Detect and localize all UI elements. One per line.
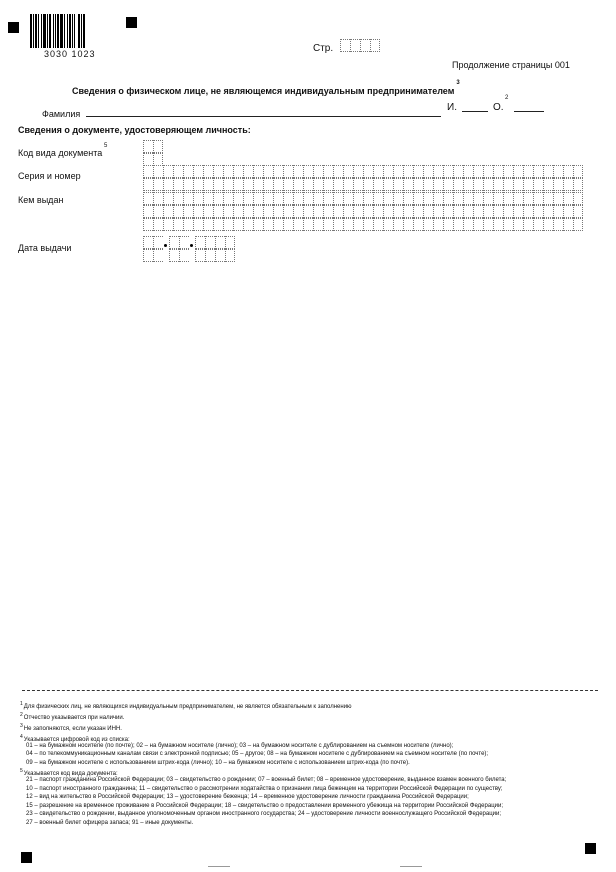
input-cell[interactable]	[163, 192, 173, 205]
input-cell[interactable]	[443, 192, 453, 205]
input-cell[interactable]	[553, 192, 563, 205]
input-cell[interactable]	[333, 205, 343, 218]
input-cell[interactable]	[233, 192, 243, 205]
footnote-line	[20, 701, 352, 711]
input-cell[interactable]	[573, 218, 583, 231]
input-cell[interactable]	[493, 192, 503, 205]
input-cell[interactable]	[523, 192, 533, 205]
footnote-line	[26, 786, 503, 793]
series-number-cells[interactable]	[143, 165, 583, 178]
input-cell[interactable]	[543, 178, 553, 191]
input-cell[interactable]	[223, 218, 233, 231]
input-cell[interactable]	[303, 165, 313, 178]
input-cell[interactable]	[453, 165, 463, 178]
footnote-text: 04 – по телекоммуникационным каналам связи с электронной подписью; 05 – другое; 08 – на бумажном носителе с дублированием на съемном носителе (по почте);	[26, 751, 489, 758]
input-cell[interactable]	[333, 178, 343, 191]
input-cell[interactable]	[543, 218, 553, 231]
input-cell[interactable]	[273, 178, 283, 191]
input-cell[interactable]	[373, 218, 383, 231]
input-cell[interactable]	[483, 178, 493, 191]
series-number-cells-row2	[143, 178, 583, 191]
input-cell[interactable]	[363, 192, 373, 205]
page-number-cells[interactable]	[340, 39, 380, 52]
input-cell[interactable]	[473, 205, 483, 218]
input-cell[interactable]	[363, 205, 373, 218]
input-cell[interactable]	[143, 192, 153, 205]
footnote-text: Для физических лиц, не являющихся индивидуальным предпринимателем, не является обязательным к заполнению	[23, 704, 352, 710]
input-cell[interactable]	[343, 178, 353, 191]
input-cell[interactable]	[523, 165, 533, 178]
input-cell[interactable]	[373, 205, 383, 218]
input-cell[interactable]	[263, 192, 273, 205]
surname-label: Фамилия	[42, 109, 81, 119]
input-cell[interactable]	[193, 165, 203, 178]
footnote-line	[26, 743, 453, 750]
input-cell[interactable]	[203, 165, 213, 178]
input-cell[interactable]	[373, 178, 383, 191]
input-cell[interactable]	[493, 218, 503, 231]
input-cell[interactable]	[273, 192, 283, 205]
input-cell[interactable]	[333, 218, 343, 231]
input-cell[interactable]	[263, 218, 273, 231]
input-cell[interactable]	[503, 192, 513, 205]
footnote-number: 2	[20, 712, 23, 718]
footnote-text: 10 – паспорт иностранного гражданина; 11 – свидетельство о рассмотрении ходатайства о признании лица беженцем на территории Российской Федерации по существу;	[26, 785, 503, 792]
input-cell[interactable]	[273, 165, 283, 178]
input-cell[interactable]	[553, 165, 563, 178]
input-cell[interactable]	[193, 218, 203, 231]
document-code-cells[interactable]	[143, 140, 163, 153]
input-cell[interactable]	[163, 165, 173, 178]
input-cell[interactable]	[153, 205, 163, 218]
input-cell[interactable]	[413, 218, 423, 231]
input-cell[interactable]	[523, 218, 533, 231]
input-cell[interactable]	[463, 192, 473, 205]
input-cell[interactable]	[433, 205, 443, 218]
issued-by-cells-row1[interactable]	[143, 192, 583, 205]
input-cell[interactable]	[483, 218, 493, 231]
input-cell[interactable]	[563, 192, 573, 205]
input-cell[interactable]	[443, 165, 453, 178]
document-code-footnote-ref: 5	[104, 143, 108, 149]
input-cell[interactable]	[473, 165, 483, 178]
continuation-label: Продолжение страницы 001	[452, 60, 570, 70]
input-cell[interactable]	[143, 218, 153, 231]
input-cell[interactable]	[223, 178, 233, 191]
footnote-text: Указывается цифровой код из списка:	[23, 737, 130, 743]
input-cell[interactable]	[183, 218, 193, 231]
date-separator-dot	[163, 236, 169, 249]
input-cell[interactable]	[263, 205, 273, 218]
input-cell[interactable]	[443, 205, 453, 218]
input-cell[interactable]	[513, 218, 523, 231]
date-separator-dot	[189, 236, 195, 249]
issued-by-label: Кем выдан	[18, 195, 64, 205]
input-cell[interactable]	[263, 165, 273, 178]
input-cell[interactable]	[213, 178, 223, 191]
patronymic-footnote-ref: 2	[505, 95, 509, 101]
footnote-line	[26, 811, 501, 818]
input-cell[interactable]	[423, 192, 433, 205]
footnote-text: 09 – на бумажном носителе с использованием штрих-кода (лично); 10 – на бумажном носителе с использованием штрих-кода (по почте).	[26, 759, 410, 766]
input-cell[interactable]	[313, 192, 323, 205]
input-cell[interactable]	[173, 205, 183, 218]
input-cell[interactable]	[533, 205, 543, 218]
surname-field[interactable]	[86, 116, 441, 117]
input-cell[interactable]	[303, 178, 313, 191]
input-cell[interactable]	[573, 178, 583, 191]
input-cell[interactable]	[533, 165, 543, 178]
input-cell[interactable]	[363, 178, 373, 191]
input-cell[interactable]	[403, 218, 413, 231]
input-cell[interactable]	[333, 192, 343, 205]
input-cell[interactable]	[353, 205, 363, 218]
input-cell[interactable]	[473, 192, 483, 205]
input-cell[interactable]	[433, 192, 443, 205]
input-cell[interactable]	[323, 192, 333, 205]
input-cell[interactable]	[363, 165, 373, 178]
footnote-text: 21 – паспорт гражданина Российской Федерации; 03 – свидетельство о рождении; 07 – военный билет; 08 – временное удостоверение, выданное взамен военного билета;	[26, 777, 507, 783]
input-cell[interactable]	[323, 218, 333, 231]
input-cell[interactable]	[163, 178, 173, 191]
input-cell[interactable]	[393, 165, 403, 178]
input-cell[interactable]	[293, 192, 303, 205]
initial-o-label: О.	[493, 102, 504, 113]
input-cell[interactable]	[453, 218, 463, 231]
input-cell[interactable]	[483, 192, 493, 205]
input-cell[interactable]	[533, 192, 543, 205]
input-cell[interactable]	[153, 218, 163, 231]
input-cell[interactable]	[493, 205, 503, 218]
input-cell[interactable]	[233, 205, 243, 218]
input-cell[interactable]	[433, 178, 443, 191]
input-cell[interactable]	[553, 178, 563, 191]
corner-marker-top-left	[8, 22, 19, 33]
input-cell[interactable]	[383, 218, 393, 231]
footnote-text: Отчество указывается при наличии.	[23, 715, 125, 721]
input-cell[interactable]	[273, 205, 283, 218]
input-cell[interactable]	[183, 165, 193, 178]
input-cell[interactable]	[253, 205, 263, 218]
footnote-text: Указывается код вида документа:	[23, 771, 118, 778]
input-cell[interactable]	[263, 178, 273, 191]
input-cell[interactable]	[323, 165, 333, 178]
document-section-heading: Сведения о документе, удостоверяющем личность:	[18, 125, 251, 135]
input-cell[interactable]	[373, 192, 383, 205]
footnote-number: 3	[20, 723, 23, 729]
input-cell[interactable]	[223, 192, 233, 205]
input-cell[interactable]	[383, 178, 393, 191]
series-number-label: Серия и номер	[18, 171, 81, 181]
footnote-text: 01 – на бумажном носителе (по почте); 02 – на бумажном носителе (лично); 03 – на бумажном носителе с дублированием на съемном носителе (лично);	[26, 742, 454, 749]
input-cell[interactable]	[553, 205, 563, 218]
input-cell[interactable]	[173, 178, 183, 191]
corner-marker-top-right	[126, 17, 137, 28]
input-cell[interactable]	[433, 218, 443, 231]
input-cell[interactable]	[393, 218, 403, 231]
input-cell[interactable]	[323, 205, 333, 218]
input-cell[interactable]	[443, 178, 453, 191]
input-cell[interactable]	[213, 205, 223, 218]
input-cell[interactable]	[573, 165, 583, 178]
input-cell[interactable]	[203, 205, 213, 218]
input-cell[interactable]	[513, 165, 523, 178]
input-cell[interactable]	[243, 165, 253, 178]
input-cell[interactable]	[283, 205, 293, 218]
input-cell[interactable]	[463, 178, 473, 191]
input-cell[interactable]	[183, 178, 193, 191]
issue-date-cells[interactable]	[143, 236, 235, 249]
input-cell[interactable]	[163, 218, 173, 231]
input-cell[interactable]	[413, 205, 423, 218]
barcode-number: 3030 1023	[44, 49, 96, 59]
footnote-line	[20, 712, 124, 722]
input-cell[interactable]	[563, 218, 573, 231]
input-cell[interactable]	[423, 205, 433, 218]
input-cell[interactable]	[403, 205, 413, 218]
input-cell[interactable]	[213, 218, 223, 231]
input-cell[interactable]	[563, 165, 573, 178]
input-cell[interactable]	[323, 178, 333, 191]
input-cell[interactable]	[333, 165, 343, 178]
issued-by-cells-row2[interactable]	[143, 205, 583, 218]
input-cell[interactable]	[173, 218, 183, 231]
input-cell[interactable]	[413, 178, 423, 191]
input-cell[interactable]	[513, 178, 523, 191]
input-cell[interactable]	[153, 165, 163, 178]
input-cell[interactable]	[453, 192, 463, 205]
input-cell[interactable]	[253, 192, 263, 205]
initial-o-field[interactable]	[514, 111, 544, 112]
input-cell[interactable]	[303, 218, 313, 231]
footnote-text: 12 – вид на жительство в Российской Федерации; 13 – удостоверение беженца; 14 – временное удостоверение личности гражданина Российской Федерации;	[26, 794, 469, 801]
input-cell[interactable]	[313, 205, 323, 218]
input-cell[interactable]	[423, 218, 433, 231]
footnote-line	[26, 794, 469, 801]
input-cell[interactable]	[163, 205, 173, 218]
input-cell[interactable]	[493, 178, 503, 191]
input-cell[interactable]	[503, 218, 513, 231]
input-cell[interactable]	[443, 218, 453, 231]
document-code-label: Код вида документа	[18, 148, 103, 158]
input-cell[interactable]	[203, 192, 213, 205]
input-cell[interactable]	[563, 205, 573, 218]
input-cell[interactable]	[413, 192, 423, 205]
footnote-number: 1	[20, 701, 23, 707]
input-cell[interactable]	[513, 192, 523, 205]
input-cell[interactable]	[243, 218, 253, 231]
input-cell[interactable]	[423, 165, 433, 178]
page-label: Стр.	[313, 43, 334, 54]
input-cell[interactable]	[403, 192, 413, 205]
input-cell[interactable]	[243, 205, 253, 218]
input-cell[interactable]	[233, 165, 243, 178]
input-cell[interactable]	[313, 178, 323, 191]
issue-date-label: Дата выдачи	[18, 243, 72, 253]
footnote-line	[26, 820, 193, 827]
input-cell[interactable]	[153, 192, 163, 205]
input-cell[interactable]	[253, 165, 263, 178]
barcode	[30, 14, 110, 48]
input-cell[interactable]	[303, 205, 313, 218]
input-cell[interactable]	[493, 165, 503, 178]
footnote-text: 15 – разрешение на временное проживание в Российской Федерации; 18 – свидетельство о предоставлении временного убежища на территории Российской Федерации;	[26, 802, 503, 809]
bottom-tick-left	[208, 866, 230, 867]
input-cell[interactable]	[363, 218, 373, 231]
input-cell[interactable]	[543, 192, 553, 205]
input-cell[interactable]	[283, 165, 293, 178]
section-title-text: Сведения о физическом лице, не являющемся индивидуальным предпринимателем	[72, 86, 455, 96]
input-cell[interactable]	[513, 205, 523, 218]
input-cell[interactable]	[473, 218, 483, 231]
input-cell[interactable]	[503, 165, 513, 178]
input-cell[interactable]	[573, 192, 583, 205]
footnote-number: 4	[20, 734, 23, 740]
input-cell[interactable]	[253, 218, 263, 231]
input-cell[interactable]	[213, 165, 223, 178]
input-cell[interactable]	[543, 165, 553, 178]
input-cell[interactable]	[343, 192, 353, 205]
input-cell[interactable]	[353, 178, 363, 191]
input-cell[interactable]	[423, 178, 433, 191]
input-cell[interactable]	[353, 218, 363, 231]
issue-date-cells-row2	[143, 249, 235, 262]
input-cell[interactable]	[353, 165, 363, 178]
input-cell[interactable]	[313, 165, 323, 178]
input-cell[interactable]	[223, 205, 233, 218]
footnote-text: Не заполняются, если указан ИНН.	[23, 726, 122, 732]
input-cell[interactable]	[293, 178, 303, 191]
input-cell[interactable]	[503, 205, 513, 218]
input-cell[interactable]	[143, 165, 153, 178]
input-cell[interactable]	[393, 205, 403, 218]
input-cell[interactable]	[173, 165, 183, 178]
corner-marker-bottom-left	[21, 852, 32, 863]
input-cell[interactable]	[533, 178, 543, 191]
input-cell[interactable]	[143, 205, 153, 218]
input-cell[interactable]	[343, 218, 353, 231]
input-cell[interactable]	[463, 165, 473, 178]
input-cell[interactable]	[193, 192, 203, 205]
title-footnote-ref: 3	[456, 80, 460, 86]
input-cell[interactable]	[173, 192, 183, 205]
footnote-text: 27 – военный билет офицера запаса; 91 – иные документы.	[26, 820, 194, 826]
input-cell[interactable]	[193, 205, 203, 218]
input-cell[interactable]	[393, 178, 403, 191]
input-cell[interactable]	[543, 205, 553, 218]
issued-by-cells-row3[interactable]	[143, 218, 583, 231]
input-cell[interactable]	[563, 178, 573, 191]
input-cell[interactable]	[283, 178, 293, 191]
input-cell[interactable]	[573, 205, 583, 218]
input-cell[interactable]	[403, 165, 413, 178]
input-cell[interactable]	[483, 205, 493, 218]
input-cell[interactable]	[303, 192, 313, 205]
footnote-separator	[22, 690, 598, 691]
footnote-line	[26, 760, 410, 767]
input-cell[interactable]	[533, 218, 543, 231]
input-cell[interactable]	[233, 218, 243, 231]
input-cell[interactable]	[273, 218, 283, 231]
input-cell[interactable]	[153, 178, 163, 191]
input-cell[interactable]	[253, 178, 263, 191]
input-cell[interactable]	[143, 178, 153, 191]
input-cell[interactable]	[473, 178, 483, 191]
input-cell[interactable]	[233, 178, 243, 191]
input-cell[interactable]	[373, 165, 383, 178]
input-cell[interactable]	[243, 178, 253, 191]
footnote-line	[20, 723, 122, 733]
input-cell[interactable]	[523, 178, 533, 191]
input-cell[interactable]	[313, 218, 323, 231]
input-cell[interactable]	[343, 165, 353, 178]
input-cell[interactable]	[283, 192, 293, 205]
footnote-number: 5	[20, 768, 23, 775]
input-cell[interactable]	[453, 205, 463, 218]
input-cell[interactable]	[203, 218, 213, 231]
input-cell[interactable]	[523, 205, 533, 218]
input-cell[interactable]	[193, 178, 203, 191]
footnote-line	[26, 777, 506, 784]
input-cell[interactable]	[503, 178, 513, 191]
input-cell[interactable]	[463, 218, 473, 231]
input-cell[interactable]	[413, 165, 423, 178]
section-title	[72, 80, 460, 96]
initial-i-field[interactable]	[462, 111, 488, 112]
input-cell[interactable]	[393, 192, 403, 205]
input-cell[interactable]	[293, 205, 303, 218]
input-cell[interactable]	[433, 165, 443, 178]
input-cell[interactable]	[283, 218, 293, 231]
input-cell[interactable]	[293, 165, 303, 178]
input-cell[interactable]	[403, 178, 413, 191]
input-cell[interactable]	[353, 192, 363, 205]
input-cell[interactable]	[553, 218, 563, 231]
footnote-text: 23 – свидетельство о рождении, выданное уполномоченным органом иностранного государства; 24 – удостоверение личности военнослужащего Российской Федерации;	[26, 811, 502, 818]
input-cell[interactable]	[293, 218, 303, 231]
input-cell[interactable]	[223, 165, 233, 178]
input-cell[interactable]	[213, 192, 223, 205]
input-cell[interactable]	[483, 165, 493, 178]
input-cell[interactable]	[183, 205, 193, 218]
input-cell[interactable]	[343, 205, 353, 218]
bottom-tick-right	[400, 866, 422, 867]
input-cell[interactable]	[453, 178, 463, 191]
input-cell[interactable]	[383, 192, 393, 205]
input-cell[interactable]	[203, 178, 213, 191]
input-cell[interactable]	[463, 205, 473, 218]
input-cell[interactable]	[243, 192, 253, 205]
initial-i-label: И.	[447, 102, 457, 113]
input-cell[interactable]	[383, 205, 393, 218]
input-cell[interactable]	[183, 192, 193, 205]
footnote-line	[26, 803, 503, 810]
corner-marker-bottom-right	[585, 843, 596, 854]
footnote-line	[26, 751, 488, 758]
input-cell[interactable]	[383, 165, 393, 178]
